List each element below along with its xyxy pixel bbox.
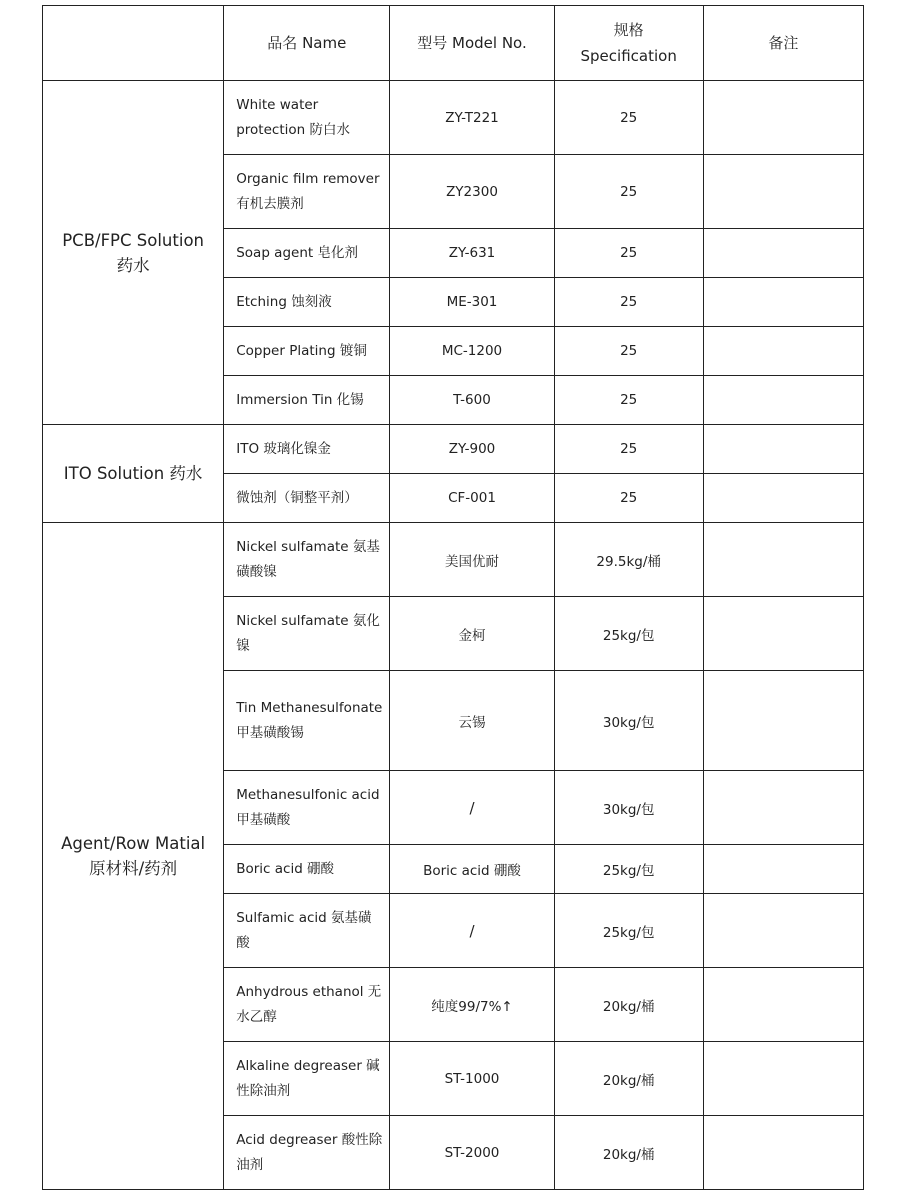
header-spec-en: Specification: [580, 47, 677, 65]
specification: 25: [554, 376, 703, 425]
model-number: ZY2300: [390, 155, 554, 229]
specification: 29.5kg/桶: [554, 523, 703, 597]
remark-cell: [703, 523, 863, 597]
model-number: ZY-T221: [390, 81, 554, 155]
product-name: Sulfamic acid 氨基磺酸: [224, 894, 390, 968]
model-number: 纯度99/7%↑: [390, 968, 554, 1042]
model-number: /: [390, 894, 554, 968]
specification: 25kg/包: [554, 845, 703, 894]
remark-cell: [703, 845, 863, 894]
specification: 25: [554, 425, 703, 474]
specification: 25: [554, 155, 703, 229]
product-name: ITO 玻璃化镍金: [224, 425, 390, 474]
category-agent: Agent/Row Matial 原材料/药剂: [43, 523, 224, 1190]
remark-cell: [703, 968, 863, 1042]
specification: 30kg/包: [554, 671, 703, 771]
remark-cell: [703, 425, 863, 474]
table-row: [43, 425, 864, 474]
model-number: ZY-900: [390, 425, 554, 474]
product-name: Methanesulfonic acid 甲基磺酸: [224, 771, 390, 845]
product-name: Soap agent 皂化剂: [224, 229, 390, 278]
specification: 25: [554, 278, 703, 327]
remark-cell: [703, 229, 863, 278]
header-model: 型号 Model No.: [390, 6, 554, 81]
remark-cell: [703, 474, 863, 523]
remark-cell: [703, 894, 863, 968]
header-spec-cn: 规格: [613, 21, 644, 39]
remark-cell: [703, 1042, 863, 1116]
specification: 25: [554, 327, 703, 376]
model-number: ZY-631: [390, 229, 554, 278]
specification: 25kg/包: [554, 597, 703, 671]
category-ito: ITO Solution 药水: [43, 425, 224, 523]
product-name: Acid degreaser 酸性除油剂: [224, 1116, 390, 1190]
product-name: Copper Plating 镀铜: [224, 327, 390, 376]
model-number: 美国优耐: [390, 523, 554, 597]
product-name: Nickel sulfamate 氨化镍: [224, 597, 390, 671]
remark-cell: [703, 155, 863, 229]
model-number: ME-301: [390, 278, 554, 327]
remark-cell: [703, 771, 863, 845]
header-row: [43, 6, 864, 81]
model-number: Boric acid 硼酸: [390, 845, 554, 894]
specification: 25: [554, 474, 703, 523]
product-name: Etching 蚀刻液: [224, 278, 390, 327]
specification: 20kg/桶: [554, 968, 703, 1042]
remark-cell: [703, 327, 863, 376]
model-number: CF-001: [390, 474, 554, 523]
product-name: Anhydrous ethanol 无水乙醇: [224, 968, 390, 1042]
product-name: Boric acid 硼酸: [224, 845, 390, 894]
model-number: ST-1000: [390, 1042, 554, 1116]
product-name: Nickel sulfamate 氨基磺酸镍: [224, 523, 390, 597]
remark-cell: [703, 671, 863, 771]
product-name: Tin Methanesulfonate 甲基磺酸锡: [224, 671, 390, 771]
model-number: 云锡: [390, 671, 554, 771]
specification: 25: [554, 229, 703, 278]
header-spec: [554, 6, 703, 81]
remark-cell: [703, 81, 863, 155]
product-name: Immersion Tin 化锡: [224, 376, 390, 425]
specification: 30kg/包: [554, 771, 703, 845]
product-name: Alkaline degreaser 碱性除油剂: [224, 1042, 390, 1116]
header-remark: 备注: [703, 6, 863, 81]
table-row: [43, 81, 864, 155]
specification: 20kg/桶: [554, 1116, 703, 1190]
specification: 25: [554, 81, 703, 155]
table-row: [43, 523, 864, 597]
model-number: ST-2000: [390, 1116, 554, 1190]
remark-cell: [703, 597, 863, 671]
remark-cell: [703, 1116, 863, 1190]
category-pcb-fpc: PCB/FPC Solution 药水: [43, 81, 224, 425]
product-name: White water protection 防白水: [224, 81, 390, 155]
specification: 25kg/包: [554, 894, 703, 968]
specification: 20kg/桶: [554, 1042, 703, 1116]
product-table: [42, 5, 864, 1190]
header-name: 品名 Name: [224, 6, 390, 81]
model-number: /: [390, 771, 554, 845]
remark-cell: [703, 278, 863, 327]
model-number: 金柯: [390, 597, 554, 671]
product-name: 微蚀剂（铜整平剂）: [224, 474, 390, 523]
remark-cell: [703, 376, 863, 425]
model-number: MC-1200: [390, 327, 554, 376]
header-category-cell: [43, 6, 224, 81]
product-name: Organic film remover 有机去膜剂: [224, 155, 390, 229]
model-number: T-600: [390, 376, 554, 425]
